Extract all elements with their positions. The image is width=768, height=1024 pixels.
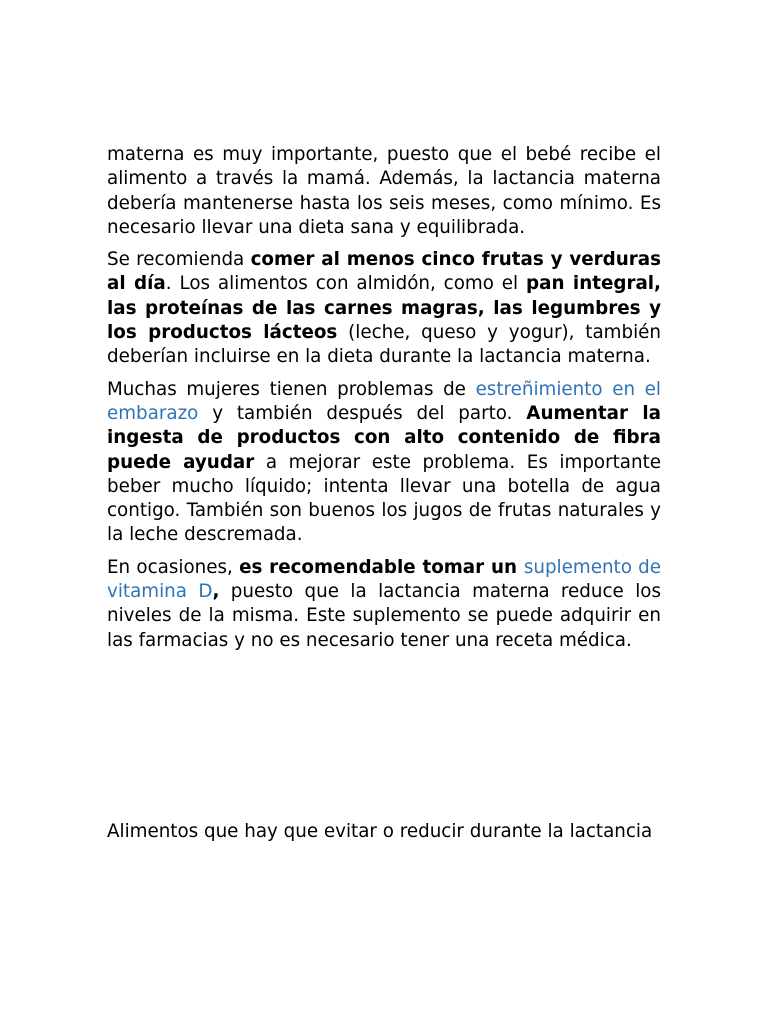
paragraph-estrenimiento — [107, 378, 661, 548]
paragraph-vitamina-d — [107, 556, 661, 653]
link-estrenimiento-embarazo[interactable]: estreñimiento en el embarazo — [107, 378, 661, 424]
bold-text: , — [212, 581, 220, 603]
paragraph-dieta-recomendada — [107, 248, 661, 369]
paragraph-text: puesto que la lactancia materna reduce los niveles de la misma. Este suplemento se puede adquirir en las farmacias y no es necesario tener una receta médica. — [107, 581, 661, 651]
paragraph-text: y también después del parto. — [198, 402, 527, 424]
paragraph-text: materna es muy importante, puesto que el bebé recibe el alimento a través la mamá. Además, la lactancia materna debería mantenerse hasta los seis meses, como mínimo. Es necesario llevar una dieta sana y equilibrada. — [107, 144, 661, 238]
document-body — [107, 143, 661, 661]
paragraph-text: . Los alimentos con almidón, como el — [165, 273, 527, 295]
paragraph-text: Se recomienda — [107, 249, 251, 271]
bold-text: comer al menos cinco frutas y verduras al día — [107, 249, 661, 295]
section-heading: Alimentos que hay que evitar o reducir durante la lactancia — [107, 821, 653, 842]
paragraph-text: Muchas mujeres tienen problemas de — [107, 378, 476, 400]
paragraph-text: (leche, queso y yogur), también deberían incluirse en la dieta durante la lactancia materna. — [107, 322, 662, 368]
link-suplemento-vitamina-d[interactable]: suplemento de vitamina D — [107, 556, 662, 603]
paragraph-text: En ocasiones, — [107, 556, 240, 578]
bold-text: pan integral, las proteínas de las carnes magras, las legumbres y los productos lácteos — [107, 273, 662, 344]
bold-text: es recomendable tomar un — [239, 556, 524, 578]
bold-text: Aumentar la ingesta de productos con alto contenido de fibra puede ayudar — [107, 402, 661, 473]
paragraph-text: a mejorar este problema. Es importante beber mucho líquido; intenta llevar una botella de agua contigo. También son buenos los jugos de frutas naturales y la leche descremada. — [107, 451, 661, 546]
paragraph-lactancia-intro — [107, 143, 661, 240]
